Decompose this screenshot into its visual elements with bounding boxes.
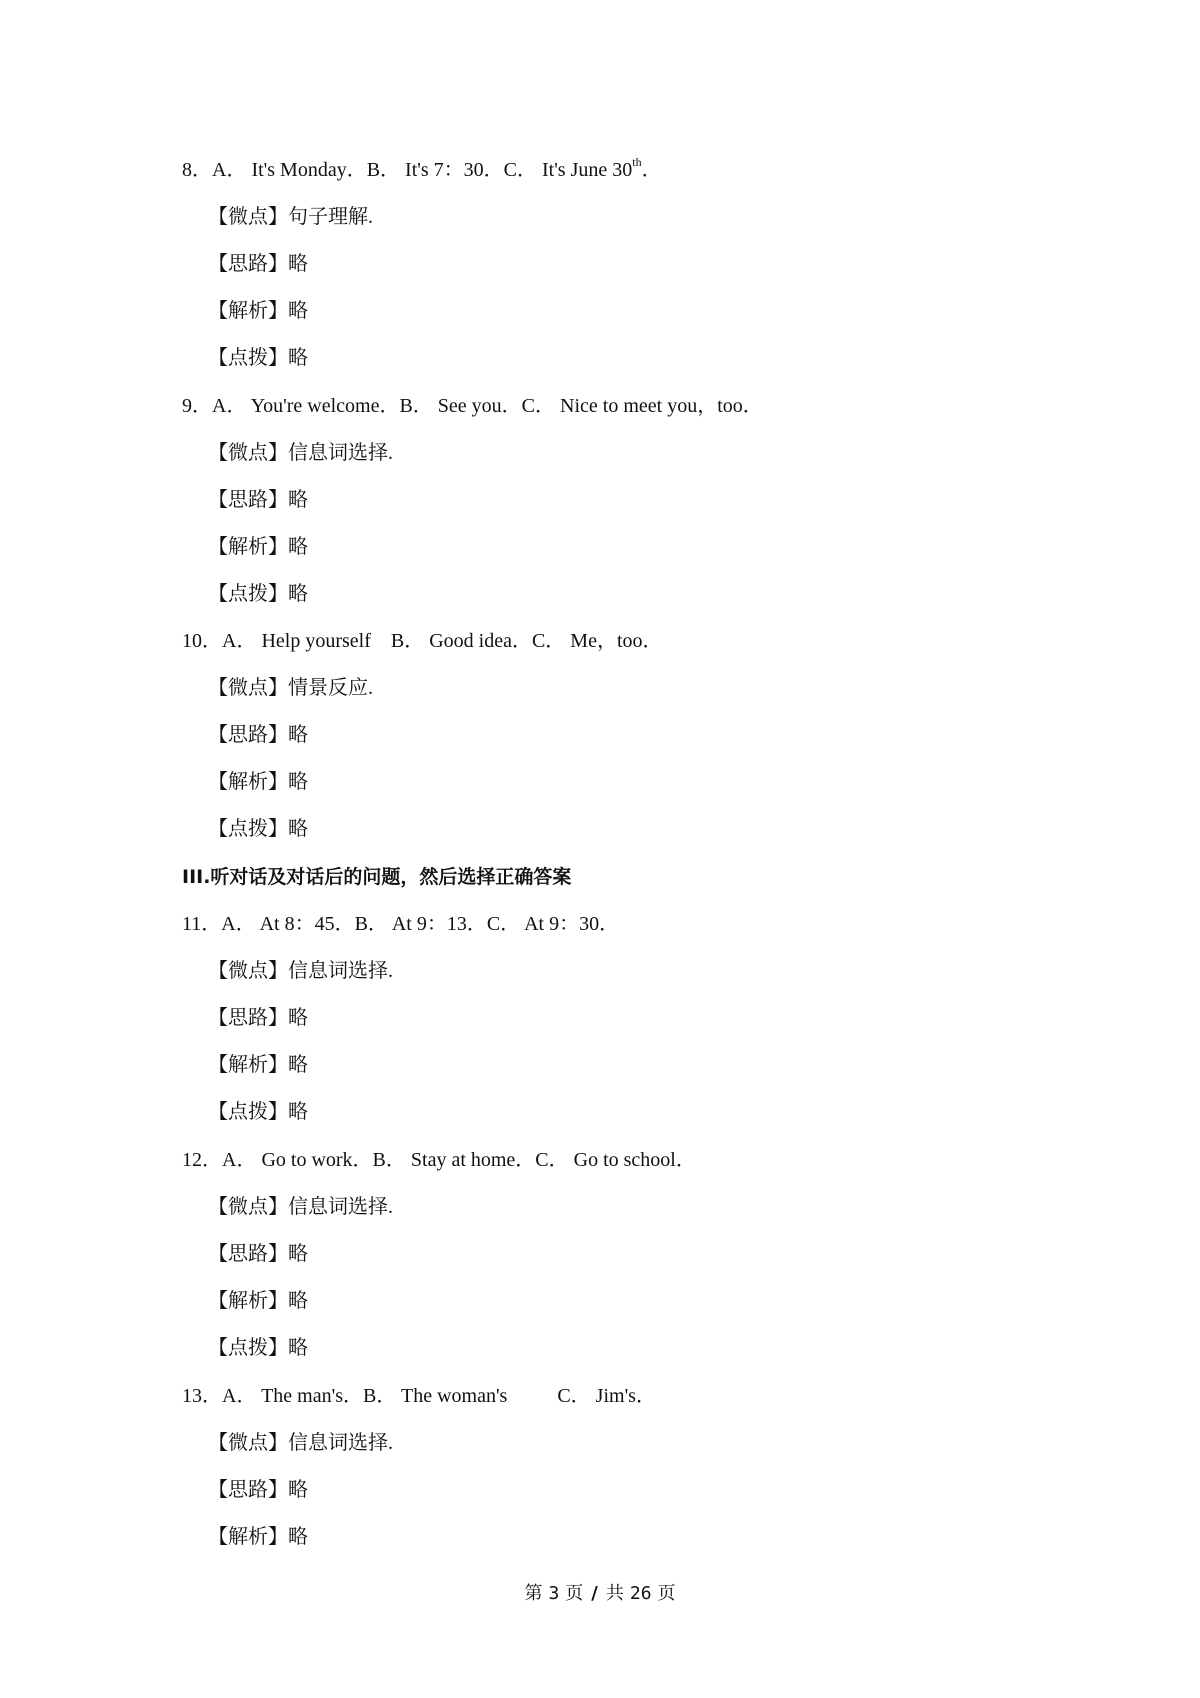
page-footer [0,1580,1200,1608]
footer-total-pages: 26 [629,1583,652,1604]
footer-prefix: 第 [524,1583,543,1604]
question-8-note-idea: 【思路】略 [208,253,308,275]
question-8-note-analysis: 【解析】略 [208,300,308,322]
section-heading: III.听对话及对话后的问题，然后选择正确答案 [182,866,572,888]
question-9-stem: 9．A． You're welcome．B． See you．C． Nice to meet you，too． [182,395,763,417]
question-10-note-point: 【微点】情景反应. [208,677,373,699]
question-12-note-analysis: 【解析】略 [208,1290,308,1312]
footer-page-number: 3 [548,1583,560,1604]
question-10-stem: 10．A． Help yourself B． Good idea．C． Me，too． [182,630,663,652]
question-11-note-analysis: 【解析】略 [208,1054,308,1076]
question-8-note-tip: 【点拨】略 [208,347,308,369]
question-11-note-tip: 【点拨】略 [208,1101,308,1123]
question-11-note-point: 【微点】信息词选择. [208,960,393,982]
question-8-note-point: 【微点】句子理解. [208,206,373,228]
question-9-note-analysis: 【解析】略 [208,536,308,558]
footer-page-unit: 页 [565,1583,584,1604]
question-13-note-analysis: 【解析】略 [208,1526,308,1548]
footer-separator: / [591,1583,598,1604]
question-8-stem [182,153,662,187]
question-11-stem: 11．A． At 8：45．B． At 9：13．C． At 9：30． [182,913,620,935]
question-11-note-idea: 【思路】略 [208,1007,308,1029]
question-12-stem: 12．A． Go to work．B． Stay at home．C． Go to school． [182,1149,696,1171]
question-9-note-tip: 【点拨】略 [208,583,308,605]
question-12-note-idea: 【思路】略 [208,1243,308,1265]
question-10-note-analysis: 【解析】略 [208,771,308,793]
superscript-th: th [632,155,642,170]
footer-total-unit: 页 [657,1583,676,1604]
question-9-note-point: 【微点】信息词选择. [208,442,393,464]
footer-total-prefix: 共 [605,1583,624,1604]
question-13-stem: 13．A． The man's．B． The woman's C． Jim's． [182,1385,656,1407]
question-12-note-point: 【微点】信息词选择. [208,1196,393,1218]
question-8-stem-end: ． [641,159,662,181]
question-10-note-tip: 【点拨】略 [208,818,308,840]
question-13-note-idea: 【思路】略 [208,1479,308,1501]
question-12-note-tip: 【点拨】略 [208,1337,308,1359]
question-9-note-idea: 【思路】略 [208,489,308,511]
question-8-stem-text: 8．A． It's Monday．B． It's 7：30．C． It's June 30 [182,159,633,181]
question-10-note-idea: 【思路】略 [208,724,308,746]
question-13-note-point: 【微点】信息词选择. [208,1432,393,1454]
